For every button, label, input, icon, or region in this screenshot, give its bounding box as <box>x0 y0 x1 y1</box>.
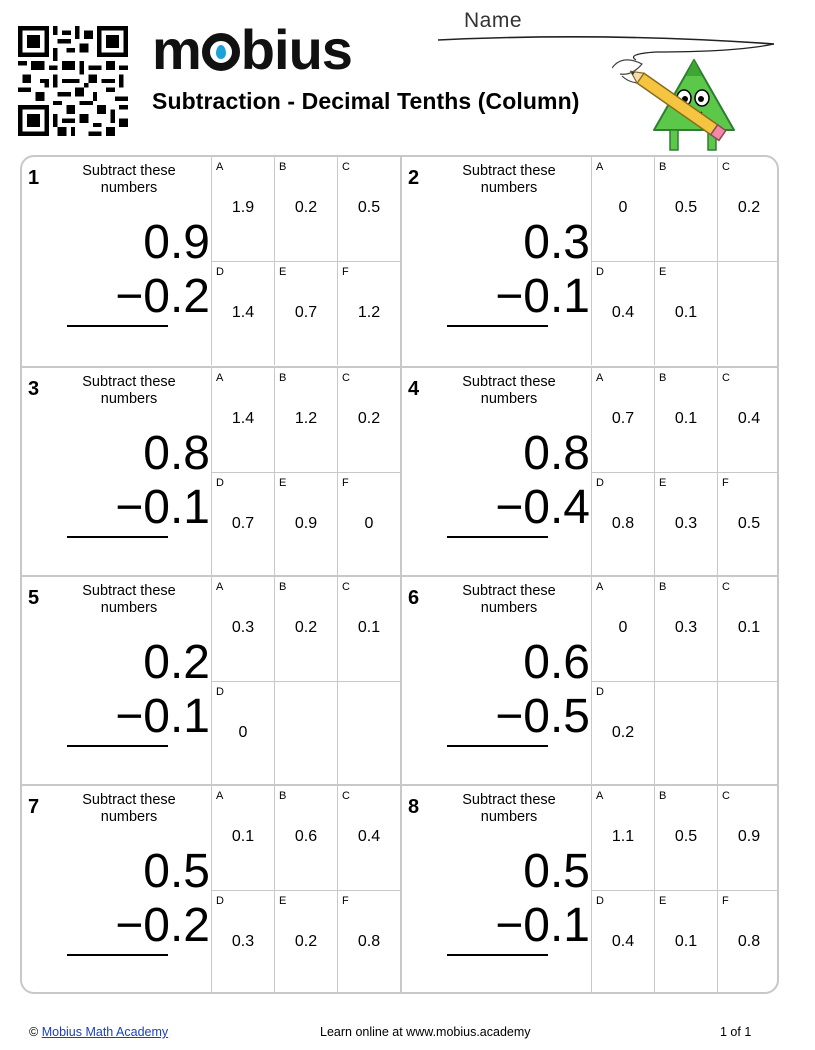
option-value: 0.1 <box>231 828 255 845</box>
option-letter: F <box>722 895 729 907</box>
option-letter: F <box>342 895 349 907</box>
answer-option-e[interactable] <box>654 261 717 365</box>
problem-number: 2 <box>408 167 420 189</box>
minuend: 0.8 <box>143 427 210 480</box>
answer-empty-cell <box>274 681 337 785</box>
option-value: 0 <box>364 515 374 532</box>
option-value: 0.5 <box>737 515 761 532</box>
option-value: 0.3 <box>674 619 698 636</box>
answer-option-d[interactable] <box>591 261 654 365</box>
option-value: 1.2 <box>294 410 318 427</box>
problem-instruction: Subtract these numbers <box>462 163 556 196</box>
answer-choices <box>591 368 779 577</box>
option-value: 0.4 <box>737 410 761 427</box>
answer-option-f[interactable] <box>337 472 400 576</box>
logo-drop-icon <box>202 33 240 71</box>
answer-option-b[interactable] <box>274 577 337 681</box>
option-letter: D <box>596 266 604 278</box>
option-value: 0.2 <box>294 933 318 950</box>
answer-option-b[interactable] <box>274 368 337 472</box>
option-value: 0.7 <box>294 304 318 321</box>
subtrahend: −0.1 <box>115 690 210 743</box>
mobius-logo <box>152 20 352 80</box>
option-letter: F <box>342 266 349 278</box>
option-value: 0.9 <box>737 828 761 845</box>
answer-option-d[interactable] <box>591 890 654 994</box>
answer-option-c[interactable] <box>337 786 400 890</box>
option-value: 1.2 <box>357 304 381 321</box>
answer-option-b[interactable] <box>654 368 717 472</box>
answer-choices <box>211 157 400 366</box>
option-letter: A <box>596 372 604 384</box>
problem-instruction: Subtract these numbers <box>462 583 556 616</box>
option-value: 1.1 <box>611 828 635 845</box>
problem-number: 6 <box>408 587 420 609</box>
problem-number: 1 <box>28 167 40 189</box>
option-value: 0.1 <box>674 410 698 427</box>
mascot-pencil-icon <box>612 46 740 156</box>
answer-option-c[interactable] <box>337 577 400 681</box>
problem-6 <box>402 577 779 786</box>
answer-option-d[interactable] <box>591 472 654 576</box>
copyright-symbol: © <box>29 1025 39 1039</box>
option-letter: B <box>659 161 667 173</box>
option-value: 0.1 <box>357 619 381 636</box>
problem-number: 4 <box>408 378 420 400</box>
option-letter: F <box>722 477 729 489</box>
answer-option-f[interactable] <box>337 890 400 994</box>
problem-instruction: Subtract these numbers <box>462 792 556 825</box>
option-letter: C <box>342 790 350 802</box>
answer-option-b[interactable] <box>274 157 337 261</box>
option-letter: C <box>342 581 350 593</box>
option-value: 0.5 <box>674 828 698 845</box>
option-value: 0.1 <box>737 619 761 636</box>
answer-option-d[interactable] <box>211 472 274 576</box>
option-value: 1.9 <box>231 199 255 216</box>
answer-choices <box>211 368 400 577</box>
answer-line <box>447 325 548 327</box>
option-letter: E <box>279 477 287 489</box>
answer-option-d[interactable] <box>591 681 654 785</box>
option-value: 0.8 <box>611 515 635 532</box>
answer-option-e[interactable] <box>654 472 717 576</box>
problem-1 <box>22 157 400 366</box>
option-value: 0 <box>238 724 248 741</box>
problem-instruction: Subtract these numbers <box>82 583 176 616</box>
answer-option-c[interactable] <box>717 157 779 261</box>
option-letter: B <box>659 372 667 384</box>
minuend: 0.3 <box>523 216 590 269</box>
answer-option-c[interactable] <box>717 786 779 890</box>
option-value: 0.7 <box>611 410 635 427</box>
problem-instruction: Subtract these numbers <box>462 374 556 407</box>
option-letter: D <box>596 477 604 489</box>
answer-option-e[interactable] <box>274 261 337 365</box>
option-value: 0.4 <box>611 304 635 321</box>
page-number: 1 of 1 <box>720 1025 752 1039</box>
option-value: 0.4 <box>611 933 635 950</box>
problem-number: 5 <box>28 587 40 609</box>
answer-option-f[interactable] <box>337 261 400 365</box>
answer-option-d[interactable] <box>211 261 274 365</box>
option-letter: E <box>659 266 667 278</box>
option-letter: E <box>659 477 667 489</box>
option-letter: E <box>659 895 667 907</box>
answer-choices <box>211 786 400 994</box>
option-letter: B <box>659 581 667 593</box>
option-letter: A <box>216 790 224 802</box>
option-letter: B <box>279 161 287 173</box>
option-letter: D <box>596 895 604 907</box>
problem-instruction: Subtract these numbers <box>82 374 176 407</box>
option-value: 0.2 <box>294 619 318 636</box>
problem-4 <box>402 368 779 577</box>
option-letter: C <box>722 372 730 384</box>
subtrahend: −0.1 <box>115 481 210 534</box>
answer-option-f[interactable] <box>717 890 779 994</box>
option-value: 0.1 <box>674 933 698 950</box>
answer-line <box>447 954 548 956</box>
option-value: 0.5 <box>674 199 698 216</box>
option-value: 0.2 <box>357 410 381 427</box>
problem-number: 8 <box>408 796 420 818</box>
option-value: 1.4 <box>231 410 255 427</box>
option-value: 0.3 <box>674 515 698 532</box>
option-letter: D <box>216 266 224 278</box>
option-letter: C <box>342 161 350 173</box>
option-value: 0.3 <box>231 619 255 636</box>
option-value: 1.4 <box>231 304 255 321</box>
subtrahend: −0.4 <box>495 481 590 534</box>
subtrahend: −0.1 <box>495 270 590 323</box>
problem-instruction: Subtract these numbers <box>82 163 176 196</box>
answer-option-a[interactable] <box>591 368 654 472</box>
option-letter: A <box>596 790 604 802</box>
answer-option-a[interactable] <box>211 157 274 261</box>
answer-empty-cell <box>337 681 400 785</box>
problem-instruction: Subtract these numbers <box>82 792 176 825</box>
minuend: 0.5 <box>143 845 210 898</box>
subtrahend: −0.5 <box>495 690 590 743</box>
minuend: 0.8 <box>523 427 590 480</box>
answer-option-b[interactable] <box>654 786 717 890</box>
option-value: 0 <box>618 619 628 636</box>
option-letter: A <box>596 581 604 593</box>
option-letter: E <box>279 266 287 278</box>
answer-option-f[interactable] <box>717 472 779 576</box>
logo-text-start: m <box>152 18 201 81</box>
answer-option-d[interactable] <box>211 681 274 785</box>
option-value: 0.2 <box>294 199 318 216</box>
answer-option-e[interactable] <box>654 890 717 994</box>
option-value: 0.9 <box>294 515 318 532</box>
minuend: 0.2 <box>143 636 210 689</box>
answer-option-b[interactable] <box>654 157 717 261</box>
problem-number: 7 <box>28 796 40 818</box>
answer-option-a[interactable] <box>591 577 654 681</box>
answer-option-c[interactable] <box>337 157 400 261</box>
option-letter: D <box>596 686 604 698</box>
footer-copyright <box>29 1025 168 1039</box>
option-letter: A <box>216 161 224 173</box>
answer-line <box>447 536 548 538</box>
answer-empty-cell <box>717 681 779 785</box>
subtrahend: −0.2 <box>115 899 210 952</box>
answer-option-e[interactable] <box>274 890 337 994</box>
answer-line <box>67 536 168 538</box>
answer-option-d[interactable] <box>211 890 274 994</box>
answer-empty-cell <box>654 681 717 785</box>
name-label: Name <box>464 9 523 32</box>
problem-8 <box>402 786 779 994</box>
worksheet-grid <box>20 155 779 994</box>
option-letter: B <box>279 372 287 384</box>
minuend: 0.5 <box>523 845 590 898</box>
option-value: 0.3 <box>231 933 255 950</box>
logo-text-end: bius <box>240 18 352 81</box>
answer-empty-cell <box>717 261 779 365</box>
option-letter: E <box>279 895 287 907</box>
problem-number: 3 <box>28 378 40 400</box>
option-letter: B <box>279 581 287 593</box>
minuend: 0.9 <box>143 216 210 269</box>
option-value: 0.4 <box>357 828 381 845</box>
answer-option-a[interactable] <box>211 577 274 681</box>
option-letter: F <box>342 477 349 489</box>
answer-option-e[interactable] <box>274 472 337 576</box>
option-letter: C <box>722 161 730 173</box>
option-value: 0.2 <box>737 199 761 216</box>
footer-learn-online: Learn online at www.mobius.academy <box>320 1025 531 1039</box>
option-value: 0 <box>618 199 628 216</box>
answer-option-a[interactable] <box>211 786 274 890</box>
option-value: 0.7 <box>231 515 255 532</box>
problem-7 <box>22 786 400 994</box>
option-value: 0.2 <box>611 724 635 741</box>
option-value: 0.6 <box>294 828 318 845</box>
option-value: 0.1 <box>674 304 698 321</box>
answer-choices <box>591 157 779 366</box>
answer-option-c[interactable] <box>337 368 400 472</box>
option-letter: A <box>216 372 224 384</box>
minuend: 0.6 <box>523 636 590 689</box>
answer-choices <box>591 577 779 786</box>
answer-option-c[interactable] <box>717 368 779 472</box>
problem-3 <box>22 368 400 577</box>
option-letter: D <box>216 477 224 489</box>
answer-line <box>447 745 548 747</box>
option-letter: C <box>342 372 350 384</box>
mobius-academy-link[interactable]: Mobius Math Academy <box>41 1025 169 1039</box>
qr-code-icon <box>18 26 128 136</box>
option-letter: A <box>216 581 224 593</box>
subtrahend: −0.1 <box>495 899 590 952</box>
answer-line <box>67 954 168 956</box>
answer-option-a[interactable] <box>211 368 274 472</box>
answer-option-a[interactable] <box>591 786 654 890</box>
option-value: 0.5 <box>357 199 381 216</box>
answer-option-b[interactable] <box>654 577 717 681</box>
subtrahend: −0.2 <box>115 270 210 323</box>
answer-option-a[interactable] <box>591 157 654 261</box>
answer-option-c[interactable] <box>717 577 779 681</box>
answer-choices <box>591 786 779 994</box>
option-letter: D <box>216 895 224 907</box>
option-letter: C <box>722 790 730 802</box>
problem-5 <box>22 577 400 786</box>
problem-2 <box>402 157 779 366</box>
option-value: 0.8 <box>737 933 761 950</box>
option-letter: B <box>279 790 287 802</box>
answer-line <box>67 325 168 327</box>
option-letter: D <box>216 686 224 698</box>
option-letter: C <box>722 581 730 593</box>
option-value: 0.8 <box>357 933 381 950</box>
option-letter: B <box>659 790 667 802</box>
option-letter: A <box>596 161 604 173</box>
answer-option-b[interactable] <box>274 786 337 890</box>
answer-choices <box>211 577 400 786</box>
answer-line <box>67 745 168 747</box>
page-title: Subtraction - Decimal Tenths (Column) <box>152 88 580 114</box>
